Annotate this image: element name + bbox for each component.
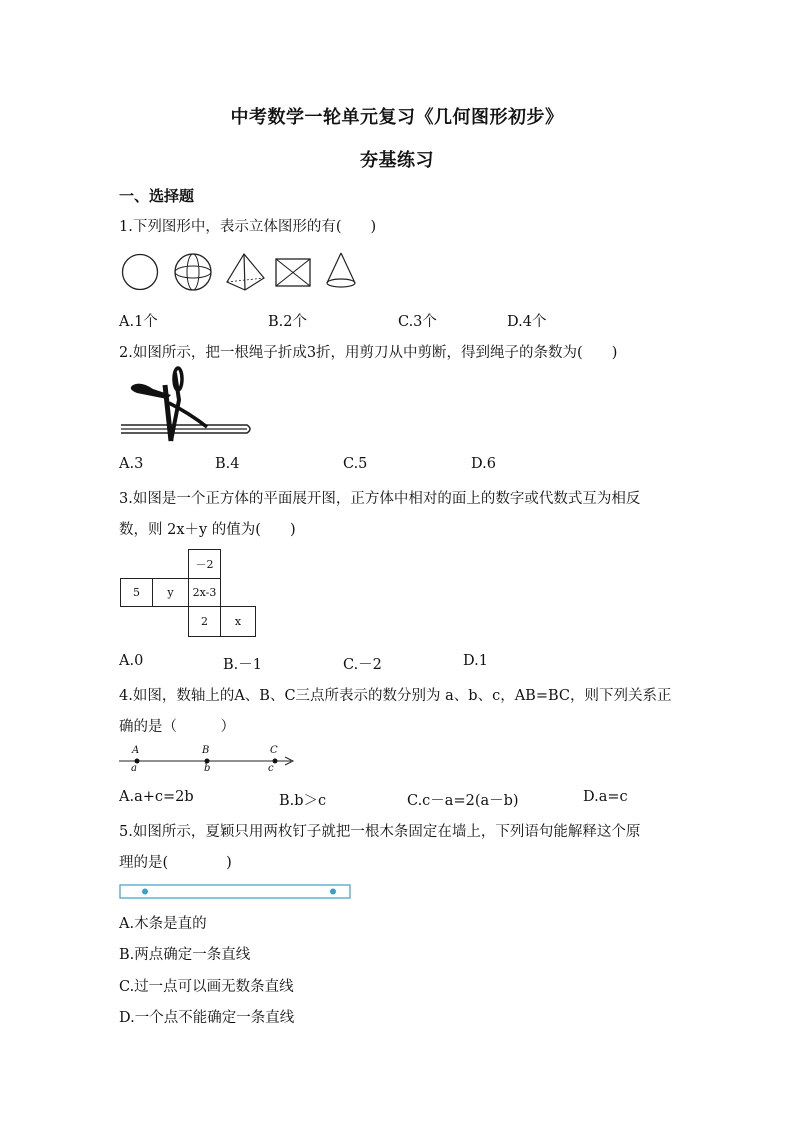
question-2-option-b: B.4	[215, 456, 240, 472]
question-2-option-d: D.6	[471, 456, 496, 472]
cone-shape	[327, 253, 355, 287]
nail-right-dot	[330, 889, 336, 895]
square-with-diagonals-shape	[276, 259, 310, 286]
question-2-text: 2.如图所示，把一根绳子折成3折，用剪刀从中剪断，得到绳子的条数为( )	[119, 345, 618, 361]
question-2-option-c: C.5	[343, 456, 368, 472]
question-2-option-a: A.3	[119, 456, 144, 472]
folded-rope	[121, 425, 250, 433]
question-1-shapes-figure	[119, 250, 369, 295]
question-4-option-a: A.a+c=2b	[119, 789, 194, 805]
net-cell-2x-3: 2x-3	[188, 578, 221, 607]
question-3-option-d: D.1	[463, 653, 488, 669]
question-3-option-a: A.0	[119, 653, 144, 669]
question-5-text-line-1: 5.如图所示，夏颖只用两枚钉子就把一根木条固定在墙上，下列语句能解释这个原	[119, 824, 641, 840]
section-heading-choice: 一、选择题	[119, 187, 195, 205]
net-cell-x: x	[220, 606, 256, 637]
question-5-text-line-2: 理的是( )	[119, 855, 232, 871]
question-1-option-b: B.2个	[268, 314, 307, 330]
point-b-value: b	[204, 763, 211, 774]
question-5-option-a: A.木条是直的	[119, 916, 207, 932]
scissors-icon	[131, 368, 207, 441]
point-a-value: a	[131, 763, 137, 774]
question-4-option-b: B.b＞c	[279, 793, 327, 809]
question-4-text-line-1: 4.如图，数轴上的A、B、C三点所表示的数分别为 a、b、c，AB=BC，则下列关系正	[119, 688, 672, 704]
question-4-option-d: D.a=c	[583, 789, 628, 805]
question-3-text-line-1: 3.如图是一个正方体的平面展开图，正方体中相对的面上的数字或代数式互为相反	[119, 491, 641, 507]
point-c-value: c	[268, 763, 274, 774]
question-5-option-c: C.过一点可以画无数条直线	[119, 979, 294, 995]
question-4-text-line-2: 确的是（ ）	[119, 719, 235, 735]
net-cell-2: 2	[188, 606, 221, 637]
question-1-option-a: A.1个	[119, 314, 158, 330]
question-1-text: 1.下列图形中，表示立体图形的有( )	[119, 219, 377, 235]
question-3-option-c: C.－2	[343, 657, 382, 673]
pyramid-shape	[227, 254, 264, 290]
point-b-label: B	[202, 745, 210, 756]
question-3-text-line-2: 数，则 2x＋y 的值为( )	[119, 522, 296, 538]
question-4-option-c: C.c－a=2(a－b)	[407, 793, 519, 809]
question-3-option-b: B.－1	[223, 657, 262, 673]
question-5-option-d: D.一个点不能确定一条直线	[119, 1010, 295, 1026]
net-cell-top: －2	[188, 549, 221, 579]
page-title: 中考数学一轮单元复习《几何图形初步》	[230, 107, 564, 128]
point-a-label: A	[132, 745, 140, 756]
question-1-option-d: D.4个	[507, 314, 547, 330]
net-cell-y: y	[152, 578, 189, 607]
point-c-label: C	[270, 745, 278, 756]
page-subtitle: 夯基练习	[360, 150, 434, 171]
circle-shape	[123, 255, 158, 290]
net-cell-5: 5	[120, 578, 153, 607]
sphere-shape	[175, 254, 211, 290]
wooden-board-figure	[119, 883, 354, 901]
question-5-option-b: B.两点确定一条直线	[119, 947, 251, 963]
question-2-rope-scissors-figure	[119, 365, 254, 445]
nail-left-dot	[142, 889, 148, 895]
question-1-option-c: C.3个	[398, 314, 437, 330]
